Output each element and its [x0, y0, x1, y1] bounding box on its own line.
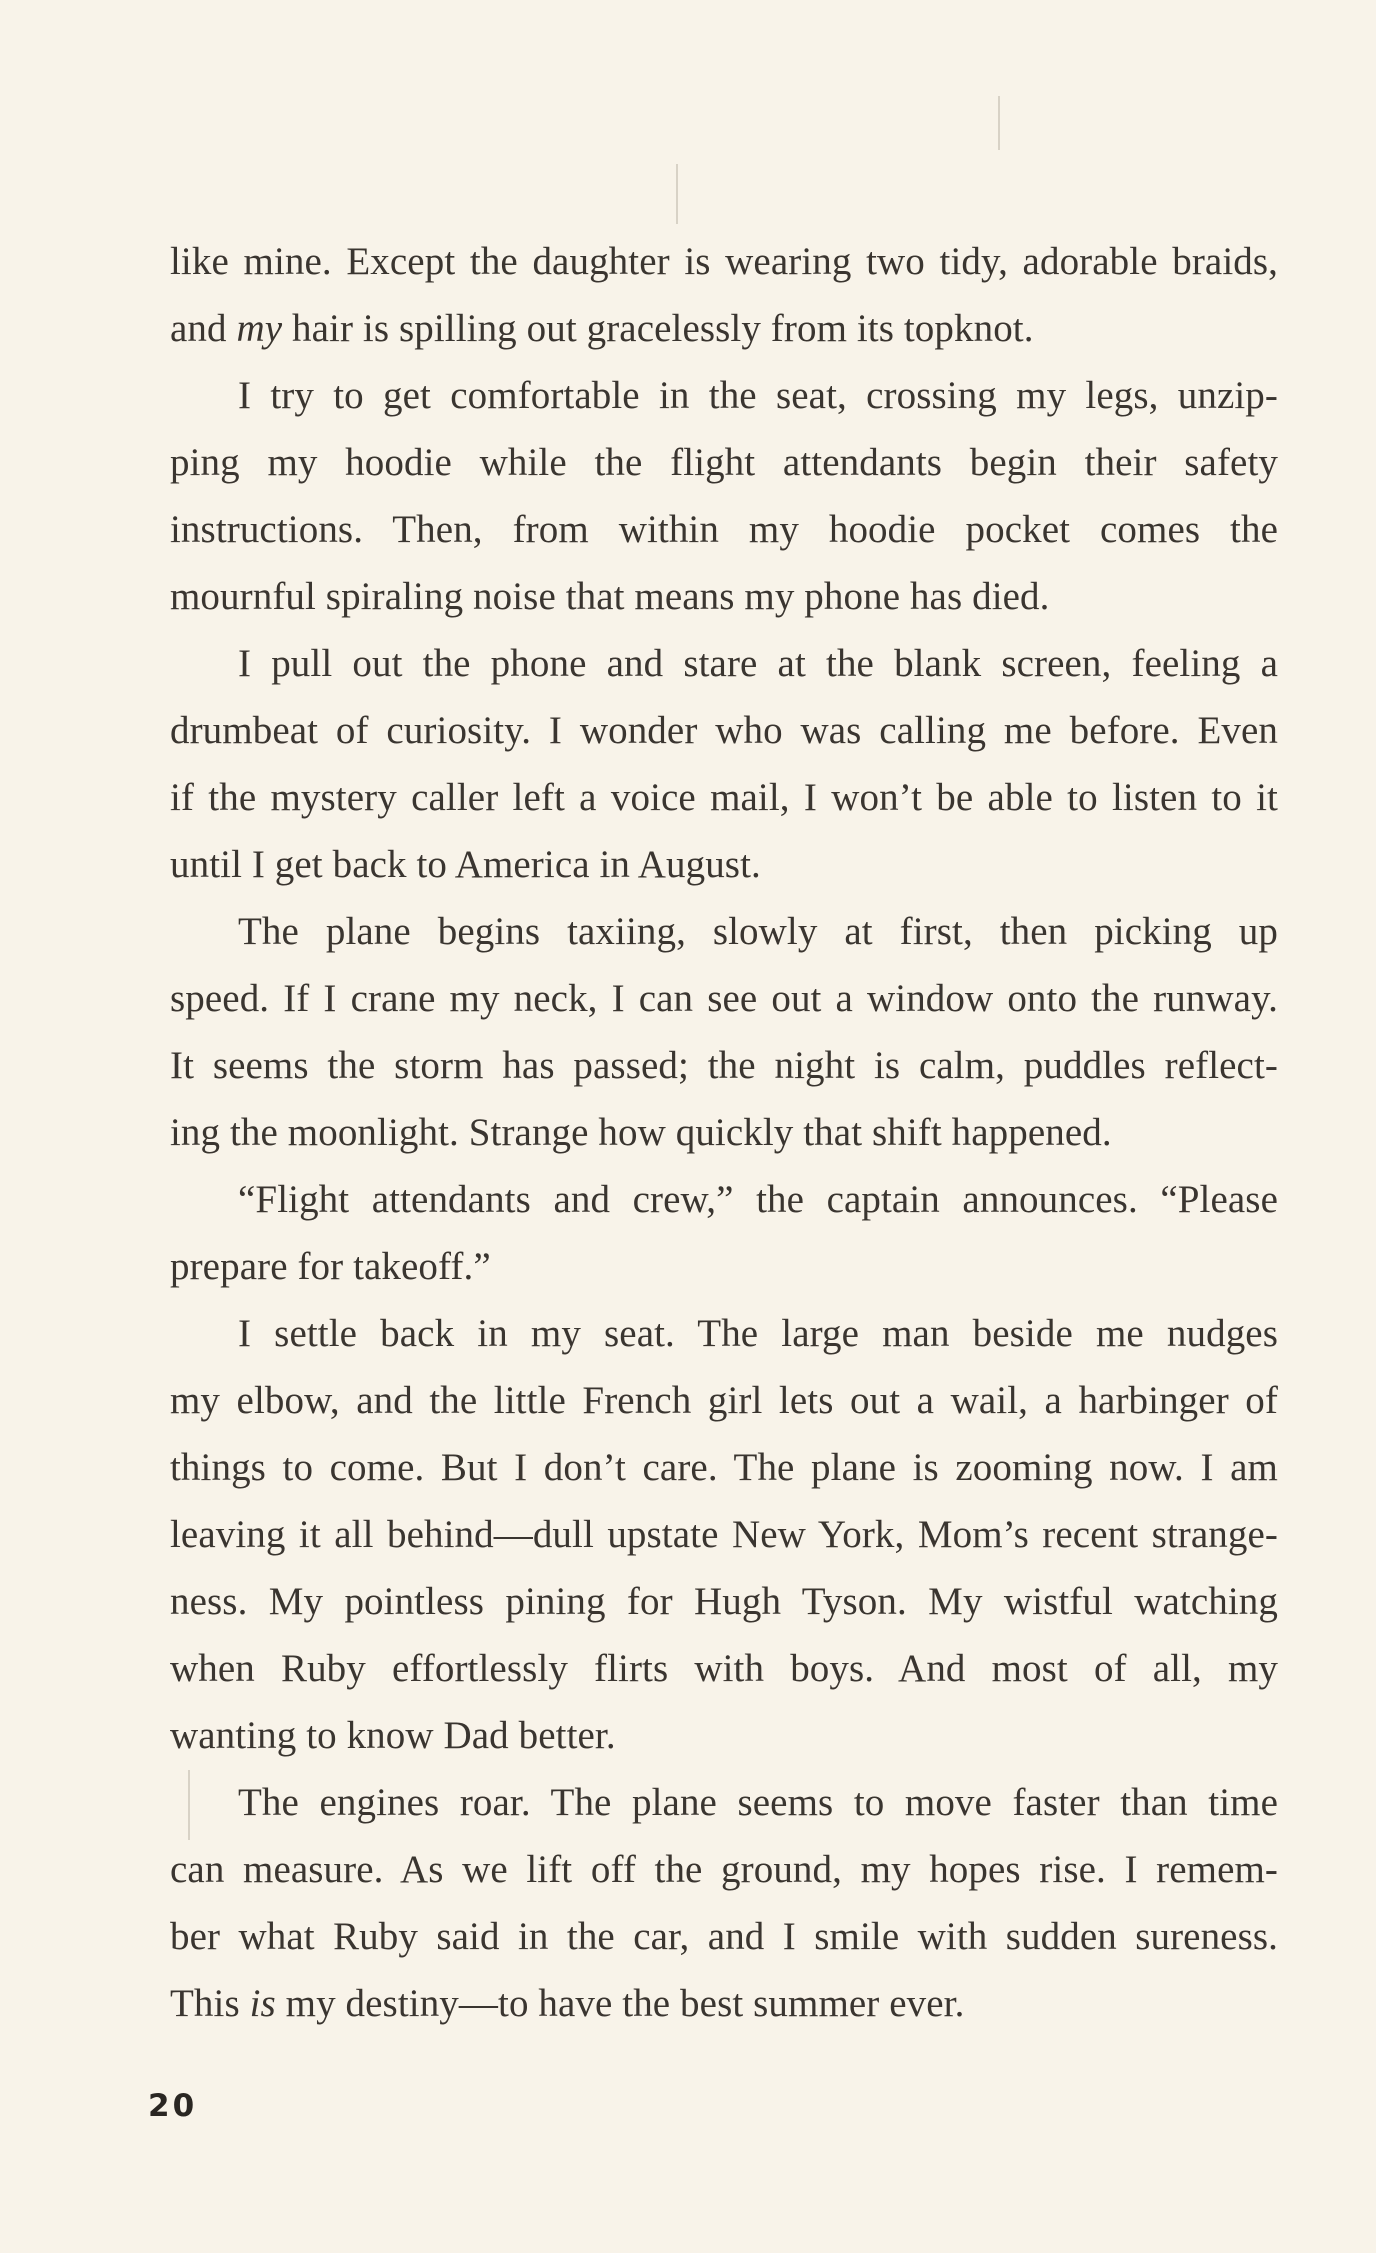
text-line: can measure. As we lift off the ground, my hopes rise. I remem- [170, 1848, 1278, 1891]
emphasis: my [236, 307, 283, 350]
page-number: 20 [148, 2088, 198, 2124]
text-line: mournful spiraling noise that means my phone has died. [170, 575, 1050, 618]
text-line: ber what Ruby said in the car, and I smile with sudden sureness. [170, 1915, 1278, 1958]
text-line: It seems the storm has passed; the night is calm, puddles reflect- [170, 1044, 1278, 1087]
text-line: The engines roar. The plane seems to move faster than time [238, 1781, 1278, 1824]
text-line: leaving it all behind—dull upstate New York, Mom’s recent strange- [170, 1513, 1278, 1556]
scan-artifact [676, 164, 678, 224]
text-line: ing the moonlight. Strange how quickly that shift happened. [170, 1111, 1112, 1154]
text-line: if the mystery caller left a voice mail, I won’t be able to listen to it [170, 776, 1278, 819]
text-line: I pull out the phone and stare at the blank screen, feeling a [238, 642, 1278, 685]
text-line: when Ruby effortlessly flirts with boys. And most of all, my [170, 1647, 1278, 1690]
text-line: instructions. Then, from within my hoodie pocket comes the [170, 508, 1278, 551]
text-line: like mine. Except the daughter is wearing two tidy, adorable braids, [170, 240, 1278, 283]
text-line: speed. If I crane my neck, I can see out a window onto the runway. [170, 977, 1278, 1020]
scan-artifact [998, 96, 1000, 150]
text-line: ping my hoodie while the flight attendants begin their safety [170, 441, 1278, 484]
text-line: The plane begins taxiing, slowly at first, then picking up [238, 910, 1278, 953]
text-line: drumbeat of curiosity. I wonder who was calling me before. Even [170, 709, 1278, 752]
text-line: prepare for takeoff.” [170, 1245, 491, 1288]
text-line: I settle back in my seat. The large man beside me nudges [238, 1312, 1278, 1355]
emphasis: is [249, 1982, 276, 2025]
text-line: I try to get comfortable in the seat, crossing my legs, unzip- [238, 374, 1278, 417]
text-line: wanting to know Dad better. [170, 1714, 616, 1757]
text-line: ness. My pointless pining for Hugh Tyson. My wistful watching [170, 1580, 1278, 1623]
text-line: my elbow, and the little French girl lets out a wail, a harbinger of [170, 1379, 1278, 1422]
text-line: and my hair is spilling out gracelessly from its topknot. [170, 307, 1034, 350]
text-line: things to come. But I don’t care. The plane is zooming now. I am [170, 1446, 1278, 1489]
text-line: until I get back to America in August. [170, 843, 761, 886]
text-line: This is my destiny—to have the best summer ever. [170, 1982, 965, 2025]
body-text [170, 228, 1278, 2037]
text-line: “Flight attendants and crew,” the captain announces. “Please [238, 1178, 1278, 1221]
